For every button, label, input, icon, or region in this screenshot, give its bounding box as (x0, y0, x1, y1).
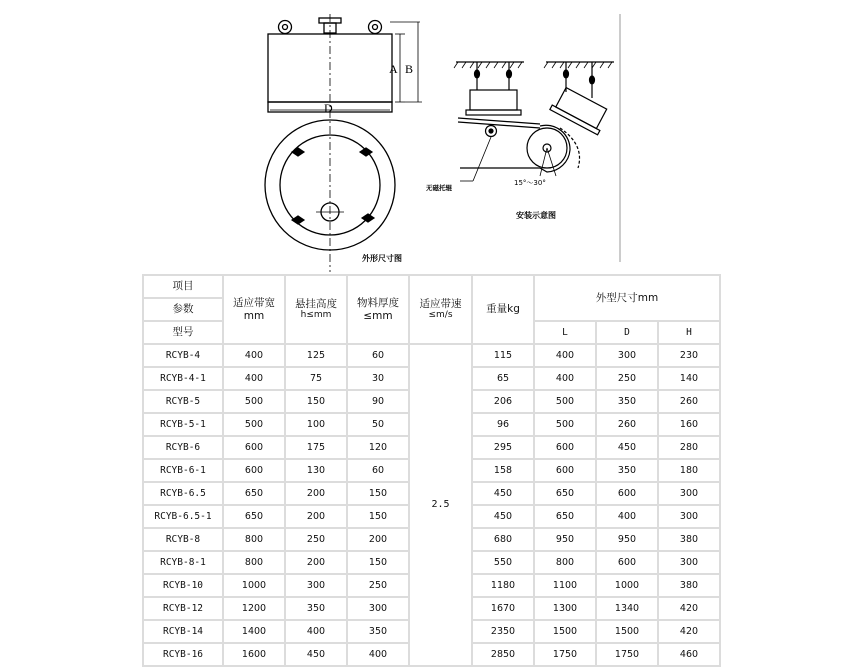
cell-model: RCYB-6 (144, 437, 222, 458)
cell-dim-d: 1500 (597, 621, 657, 642)
cell-thickness: 250 (348, 575, 408, 596)
cell-hang-height: 250 (286, 529, 346, 550)
header-belt-width: 适应带宽mm (224, 276, 284, 343)
cell-weight: 450 (473, 506, 533, 527)
cell-hang-height: 150 (286, 391, 346, 412)
cell-belt-width: 800 (224, 552, 284, 573)
cell-model: RCYB-16 (144, 644, 222, 665)
cell-dim-h: 460 (659, 644, 719, 665)
cell-dim-l: 400 (535, 368, 595, 389)
cell-hang-height: 300 (286, 575, 346, 596)
cell-belt-width: 1000 (224, 575, 284, 596)
dim-a-label: A (389, 62, 398, 76)
cell-speed-merged: 2.5 (410, 345, 471, 665)
cell-model: RCYB-4-1 (144, 368, 222, 389)
cell-belt-width: 600 (224, 460, 284, 481)
header-hang-height (286, 276, 346, 343)
cell-belt-width: 1200 (224, 598, 284, 619)
header-dim-l: L (535, 322, 595, 343)
cell-thickness: 200 (348, 529, 408, 550)
cell-weight: 158 (473, 460, 533, 481)
cell-thickness: 150 (348, 506, 408, 527)
header-hang-height-line1: 悬挂高度 (295, 297, 337, 310)
cell-model: RCYB-14 (144, 621, 222, 642)
cell-dim-d: 350 (597, 391, 657, 412)
installation-drawing (454, 62, 614, 181)
cell-thickness: 150 (348, 483, 408, 504)
cell-dim-d: 600 (597, 552, 657, 573)
cell-belt-width: 400 (224, 368, 284, 389)
cell-model: RCYB-8 (144, 529, 222, 550)
cell-weight: 206 (473, 391, 533, 412)
cell-dim-h: 380 (659, 529, 719, 550)
cell-dim-l: 950 (535, 529, 595, 550)
cell-thickness: 120 (348, 437, 408, 458)
cell-dim-h: 180 (659, 460, 719, 481)
cell-belt-width: 650 (224, 483, 284, 504)
cell-weight: 1670 (473, 598, 533, 619)
cell-model: RCYB-5 (144, 391, 222, 412)
cell-weight: 96 (473, 414, 533, 435)
cell-belt-width: 600 (224, 437, 284, 458)
cell-model: RCYB-5-1 (144, 414, 222, 435)
table-body (144, 345, 719, 665)
angle-label: 15°～30° (514, 179, 546, 187)
cell-belt-width: 650 (224, 506, 284, 527)
cell-dim-d: 1340 (597, 598, 657, 619)
cell-hang-height: 450 (286, 644, 346, 665)
spec-table (142, 274, 721, 667)
header-dimensions: 外型尺寸mm (535, 276, 719, 320)
cell-model: RCYB-12 (144, 598, 222, 619)
cell-hang-height: 200 (286, 506, 346, 527)
cell-weight: 2350 (473, 621, 533, 642)
dim-b-label: B (405, 62, 414, 76)
cell-dim-h: 260 (659, 391, 719, 412)
cell-model: RCYB-6-1 (144, 460, 222, 481)
cell-dim-l: 400 (535, 345, 595, 366)
cell-dim-l: 500 (535, 414, 595, 435)
header-speed-line2: ≤m/s (428, 310, 453, 321)
cell-dim-l: 650 (535, 483, 595, 504)
cell-thickness: 60 (348, 345, 408, 366)
outline-caption: 外形尺寸图 (362, 254, 402, 263)
cell-hang-height: 75 (286, 368, 346, 389)
cell-dim-h: 380 (659, 575, 719, 596)
header-speed-line1: 适应带速 (419, 297, 462, 310)
cell-dim-l: 1750 (535, 644, 595, 665)
cell-dim-d: 1000 (597, 575, 657, 596)
cell-hang-height: 130 (286, 460, 346, 481)
cell-dim-l: 600 (535, 437, 595, 458)
cell-thickness: 50 (348, 414, 408, 435)
cell-dim-d: 350 (597, 460, 657, 481)
cell-model: RCYB-6.5 (144, 483, 222, 504)
outline-drawing (265, 14, 422, 272)
cell-weight: 115 (473, 345, 533, 366)
cell-model: RCYB-10 (144, 575, 222, 596)
cell-hang-height: 350 (286, 598, 346, 619)
cell-dim-h: 300 (659, 552, 719, 573)
cell-thickness: 150 (348, 552, 408, 573)
cell-belt-width: 1400 (224, 621, 284, 642)
cell-belt-width: 500 (224, 391, 284, 412)
cell-weight: 450 (473, 483, 533, 504)
cell-belt-width: 500 (224, 414, 284, 435)
cell-dim-h: 230 (659, 345, 719, 366)
cell-dim-d: 400 (597, 506, 657, 527)
cell-thickness: 400 (348, 644, 408, 665)
cell-weight: 65 (473, 368, 533, 389)
cell-dim-h: 300 (659, 483, 719, 504)
install-caption: 安装示意图 (516, 211, 556, 220)
cell-dim-d: 250 (597, 368, 657, 389)
cell-weight: 550 (473, 552, 533, 573)
dim-d-label: D (324, 101, 333, 115)
cell-dim-d: 950 (597, 529, 657, 550)
cell-belt-width: 1600 (224, 644, 284, 665)
cell-model: RCYB-6.5-1 (144, 506, 222, 527)
cell-hang-height: 175 (286, 437, 346, 458)
cell-dim-d: 450 (597, 437, 657, 458)
cell-dim-d: 1750 (597, 644, 657, 665)
cell-hang-height: 100 (286, 414, 346, 435)
cell-thickness: 30 (348, 368, 408, 389)
corner-header-model: 型号 (144, 322, 222, 343)
cell-dim-l: 500 (535, 391, 595, 412)
cell-thickness: 60 (348, 460, 408, 481)
cell-weight: 680 (473, 529, 533, 550)
cell-hang-height: 200 (286, 483, 346, 504)
cell-model: RCYB-8-1 (144, 552, 222, 573)
header-speed (410, 276, 471, 343)
cell-weight: 1180 (473, 575, 533, 596)
cell-weight: 2850 (473, 644, 533, 665)
cell-dim-h: 140 (659, 368, 719, 389)
cell-dim-h: 280 (659, 437, 719, 458)
table-row (144, 345, 719, 366)
cell-dim-h: 160 (659, 414, 719, 435)
cell-belt-width: 400 (224, 345, 284, 366)
cell-dim-l: 600 (535, 460, 595, 481)
cell-hang-height: 400 (286, 621, 346, 642)
cell-dim-h: 300 (659, 506, 719, 527)
cell-thickness: 350 (348, 621, 408, 642)
technical-drawings (0, 0, 860, 272)
cell-dim-d: 300 (597, 345, 657, 366)
cell-dim-l: 1300 (535, 598, 595, 619)
cell-dim-l: 800 (535, 552, 595, 573)
corner-header-item: 项目 (144, 276, 222, 297)
cell-dim-h: 420 (659, 598, 719, 619)
header-weight: 重量kg (473, 276, 533, 343)
header-thickness: 物料厚度≤mm (348, 276, 408, 343)
cell-dim-d: 600 (597, 483, 657, 504)
corner-header-param: 参数 (144, 299, 222, 320)
cell-dim-h: 420 (659, 621, 719, 642)
cell-dim-l: 1100 (535, 575, 595, 596)
cell-dim-l: 650 (535, 506, 595, 527)
cell-weight: 295 (473, 437, 533, 458)
cell-dim-l: 1500 (535, 621, 595, 642)
header-dim-d: D (597, 322, 657, 343)
idler-label: 无磁托辊 (426, 184, 452, 192)
cell-thickness: 300 (348, 598, 408, 619)
cell-dim-d: 260 (597, 414, 657, 435)
cell-hang-height: 200 (286, 552, 346, 573)
cell-belt-width: 800 (224, 529, 284, 550)
header-hang-height-line2: h≤mm (300, 310, 332, 321)
cell-thickness: 90 (348, 391, 408, 412)
header-dim-h: H (659, 322, 719, 343)
cell-model: RCYB-4 (144, 345, 222, 366)
cell-hang-height: 125 (286, 345, 346, 366)
